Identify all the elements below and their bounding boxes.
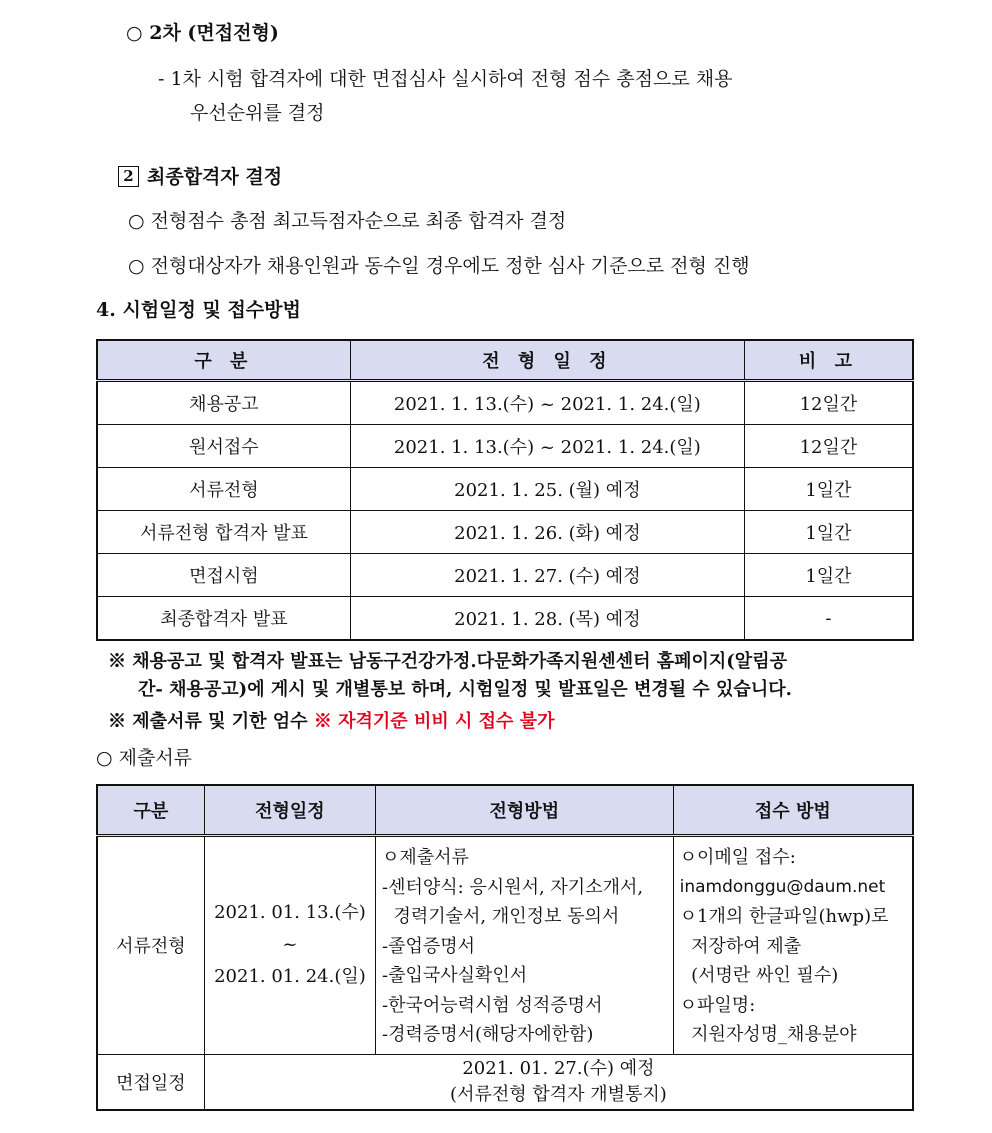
- table-row: [97, 468, 913, 511]
- table-row: [97, 554, 913, 597]
- docs-interview-info: [204, 1054, 913, 1110]
- schedule-note: 12일간: [744, 425, 913, 468]
- schedule-note: 12일간: [744, 381, 913, 425]
- schedule-category: 원서접수: [97, 425, 350, 468]
- table-row: [97, 381, 913, 425]
- section4-title: 4. 시험일정 및 접수방법: [96, 299, 301, 321]
- final-decision-title-text: 최종합격자 결정: [147, 166, 283, 188]
- method-item: -경력증명서(해당자에한함): [382, 1024, 594, 1045]
- notice-warning-red: ※ 자격기준 비비 시 접수 불가: [313, 711, 555, 732]
- method-item: -한국어능력시험 성적증명서: [382, 994, 603, 1016]
- method-item: -센터양식: 응시원서, 자기소개서,: [382, 876, 644, 898]
- schedule-category: 최종합격자 발표: [97, 597, 350, 641]
- schedule-category: 채용공고: [97, 381, 350, 425]
- docs-receipt: [673, 836, 913, 1055]
- final-item-2: ○ 전형대상자가 채용인원과 동수일 경우에도 정한 심사 기준으로 전형 진행: [128, 255, 750, 277]
- docs-category: 서류전형: [97, 836, 204, 1055]
- table-row: [97, 597, 913, 641]
- table-row: [97, 511, 913, 554]
- receipt-item: ㅇ파일명:: [679, 994, 756, 1016]
- interview-note: (서류전형 합격자 개별통지): [450, 1083, 667, 1105]
- docs-header-row: [97, 785, 913, 836]
- method-item: ㅇ제출서류: [382, 847, 469, 868]
- method-item: 경력기술서, 개인정보 동의서: [382, 906, 620, 927]
- schedule-header-note: 비 고: [744, 340, 913, 381]
- receipt-item: 저장하여 제출: [679, 935, 802, 957]
- docs-table: [96, 784, 914, 1111]
- final-decision-title: [118, 162, 282, 189]
- table-row: [97, 836, 913, 1055]
- docs-date-line2: 2021. 01. 24.(일): [214, 966, 366, 988]
- schedule-header-row: [97, 340, 913, 381]
- schedule-category: 서류전형: [97, 468, 350, 511]
- docs-header-date: 전형일정: [204, 785, 375, 836]
- schedule-table: [96, 339, 914, 641]
- circle-bullet-icon: ○: [126, 22, 143, 44]
- number-box-icon: 2: [118, 166, 139, 187]
- reference-mark-icon: ※: [108, 711, 126, 732]
- notice-text-3: 제출서류 및 기한 엄수: [132, 711, 308, 732]
- notice-line3: [108, 707, 554, 737]
- method-item: -출입국사실확인서: [382, 965, 528, 986]
- final-item-1: ○ 전형점수 총점 최고득점자순으로 최종 합격자 결정: [128, 210, 567, 232]
- schedule-date: 2021. 1. 28. (목) 예정: [350, 597, 744, 641]
- schedule-header-category: 구 분: [97, 340, 350, 381]
- schedule-date: 2021. 1. 25. (월) 예정: [350, 468, 744, 511]
- docs-header-category: 구분: [97, 785, 204, 836]
- round2-desc-line1: - 1차 시험 합격자에 대한 면접심사 실시하여 전형 점수 총점으로 채용: [158, 68, 733, 90]
- docs-date-line1: 2021. 01. 13.(수) ~: [214, 902, 366, 956]
- table-row: [97, 425, 913, 468]
- interview-date: 2021. 01. 27.(수) 예정: [462, 1057, 655, 1079]
- method-item: -졸업증명서: [382, 935, 476, 957]
- round2-title: [126, 18, 279, 45]
- notice-line1: [108, 647, 787, 677]
- docs-method: [376, 836, 674, 1055]
- schedule-category: 서류전형 합격자 발표: [97, 511, 350, 554]
- notice-text-1: 채용공고 및 합격자 발표는 남동구건강가정.다문화가족지원센센터 홈페이지(알림공: [132, 651, 787, 672]
- reference-mark-icon: ※: [108, 651, 126, 672]
- receipt-item: (서명란 싸인 필수): [679, 965, 839, 986]
- schedule-date: 2021. 1. 27. (수) 예정: [350, 554, 744, 597]
- schedule-note: 1일간: [744, 554, 913, 597]
- docs-header-receipt: 접수 방법: [673, 785, 913, 836]
- table-row: [97, 1054, 913, 1110]
- schedule-header-date: 전 형 일 정: [350, 340, 744, 381]
- docs-interview-category: 면접일정: [97, 1054, 204, 1110]
- receipt-email: inamdonggu@daum.net: [679, 876, 886, 897]
- receipt-item: ㅇ이메일 접수:: [679, 847, 796, 868]
- docs-header-method: 전형방법: [376, 785, 674, 836]
- docs-date: [204, 836, 375, 1055]
- schedule-note: 1일간: [744, 468, 913, 511]
- schedule-category: 면접시험: [97, 554, 350, 597]
- schedule-date: 2021. 1. 13.(수) ~ 2021. 1. 24.(일): [350, 381, 744, 425]
- round2-title-text: 2차 (면접전형): [149, 22, 279, 44]
- round2-desc-line2: 우선순위를 결정: [190, 102, 325, 124]
- receipt-item: ㅇ1개의 한글파일(hwp)로: [679, 906, 889, 927]
- schedule-note: -: [744, 597, 913, 641]
- docs-heading: ○ 제출서류: [96, 747, 193, 769]
- schedule-date: 2021. 1. 13.(수) ~ 2021. 1. 24.(일): [350, 425, 744, 468]
- schedule-note: 1일간: [744, 511, 913, 554]
- receipt-item: 지원자성명_채용분야: [679, 1024, 857, 1045]
- schedule-date: 2021. 1. 26. (화) 예정: [350, 511, 744, 554]
- notice-line2: 간- 채용공고)에 게시 및 개별통보 하며, 시험일정 및 발표일은 변경될 수 있습니다.: [138, 679, 792, 700]
